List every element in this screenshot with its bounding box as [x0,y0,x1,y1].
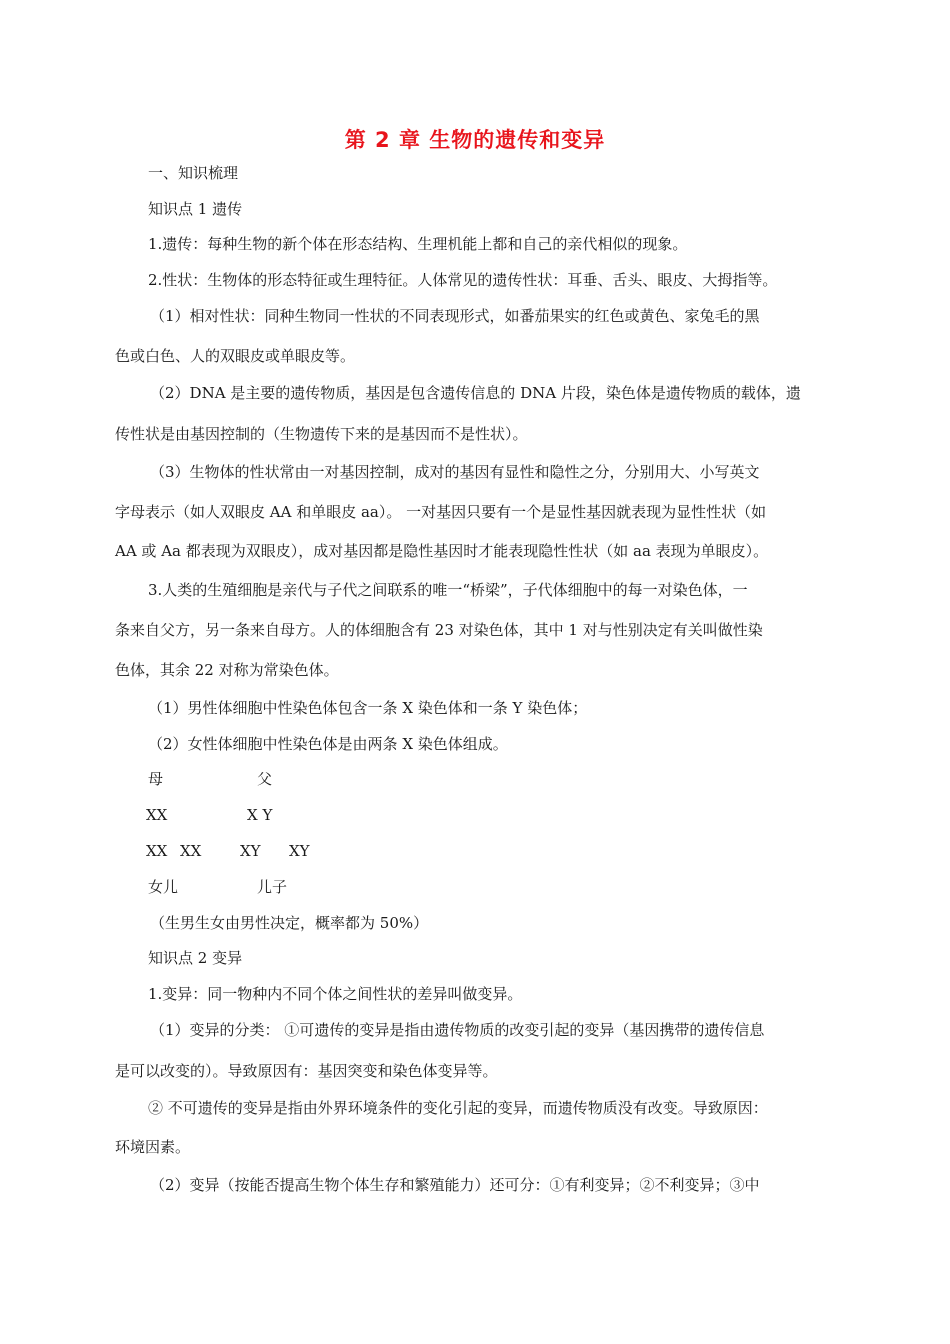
mother-genotype: XX [146,806,168,824]
chapter-title: 第 2 章 生物的遗传和变异 [344,128,606,152]
paragraph: （2）DNA 是主要的遗传物质，基因是包含遗传信息的 DNA 片段，染色体是遗传物质的载体，遗 [150,384,801,402]
paragraph: 色或白色、人的双眼皮或单眼皮等。 [115,347,356,365]
paragraph: 是可以改变的）。导致原因有：基因突变和染色体变异等。 [115,1062,498,1080]
son-label: 儿子 [257,878,288,896]
father-genotype: X Y [247,806,273,824]
paragraph: 1.遗传：每种生物的新个体在形态结构、生理机能上都和自己的亲代相似的现象。 [148,235,688,253]
mother-label: 母 [148,770,164,788]
paragraph: （3）生物体的性状常由一对基因控制，成对的基因有显性和隐性之分，分别用大、小写英文 [150,463,760,481]
offspring-genotype: XY [289,842,310,860]
paragraph: ② 不可遗传的变异是指由外界环境条件的变化引起的变异，而遗传物质没有改变。导致原因： [148,1099,768,1117]
offspring-genotype: XX [146,842,168,860]
father-label: 父 [257,770,273,788]
paragraph: （1）变异的分类： ①可遗传的变异是指由遗传物质的改变引起的变异（基因携带的遗传信息 [150,1021,765,1039]
paragraph: 3.人类的生殖细胞是亲代与子代之间联系的唯一“桥梁”，子代体细胞中的每一对染色体，一 [148,581,748,599]
offspring-genotype: XY [240,842,261,860]
paragraph: （1）男性体细胞中性染色体包含一条 X 染色体和一条 Y 染色体； [148,699,588,717]
paragraph: 色体，其余 22 对称为常染色体。 [115,661,339,679]
paragraph: AA 或 Aa 都表现为双眼皮），成对基因都是隐性基因时才能表现隐性性状（如 aa 表现为单眼皮）。 [115,542,769,560]
daughter-label: 女儿 [148,878,179,896]
paragraph: 传性状是由基因控制的（生物遗传下来的是基因而不是性状）。 [115,425,528,443]
section-heading: 一、知识梳理 [148,164,239,182]
paragraph: 环境因素。 [115,1138,191,1156]
knowledge-point-heading: 知识点 1 遗传 [148,200,243,218]
knowledge-point-heading: 知识点 2 变异 [148,949,243,967]
paragraph: 字母表示（如人双眼皮 AA 和单眼皮 aa）。 一对基因只要有一个是显性基因就表现为显性性状（如 [115,503,767,521]
paragraph: （2）变异（按能否提高生物个体生存和繁殖能力）还可分：①有利变异；②不利变异；③中 [150,1176,760,1194]
offspring-genotype: XX [180,842,202,860]
paragraph: 条来自父方，另一条来自母方。人的体细胞含有 23 对染色体，其中 1 对与性别决定有关叫做性染 [115,621,763,639]
paragraph: 1.变异：同一物种内不同个体之间性状的差异叫做变异。 [148,985,523,1003]
paragraph: （生男生女由男性决定，概率都为 50%） [150,914,429,932]
paragraph: （2）女性体细胞中性染色体是由两条 X 染色体组成。 [148,735,508,753]
paragraph: 2.性状：生物体的形态特征或生理特征。人体常见的遗传性状：耳垂、舌头、眼皮、大拇指等。 [148,271,778,289]
paragraph: （1）相对性状：同种生物同一性状的不同表现形式，如番茄果实的红色或黄色、家兔毛的黑 [150,307,760,325]
